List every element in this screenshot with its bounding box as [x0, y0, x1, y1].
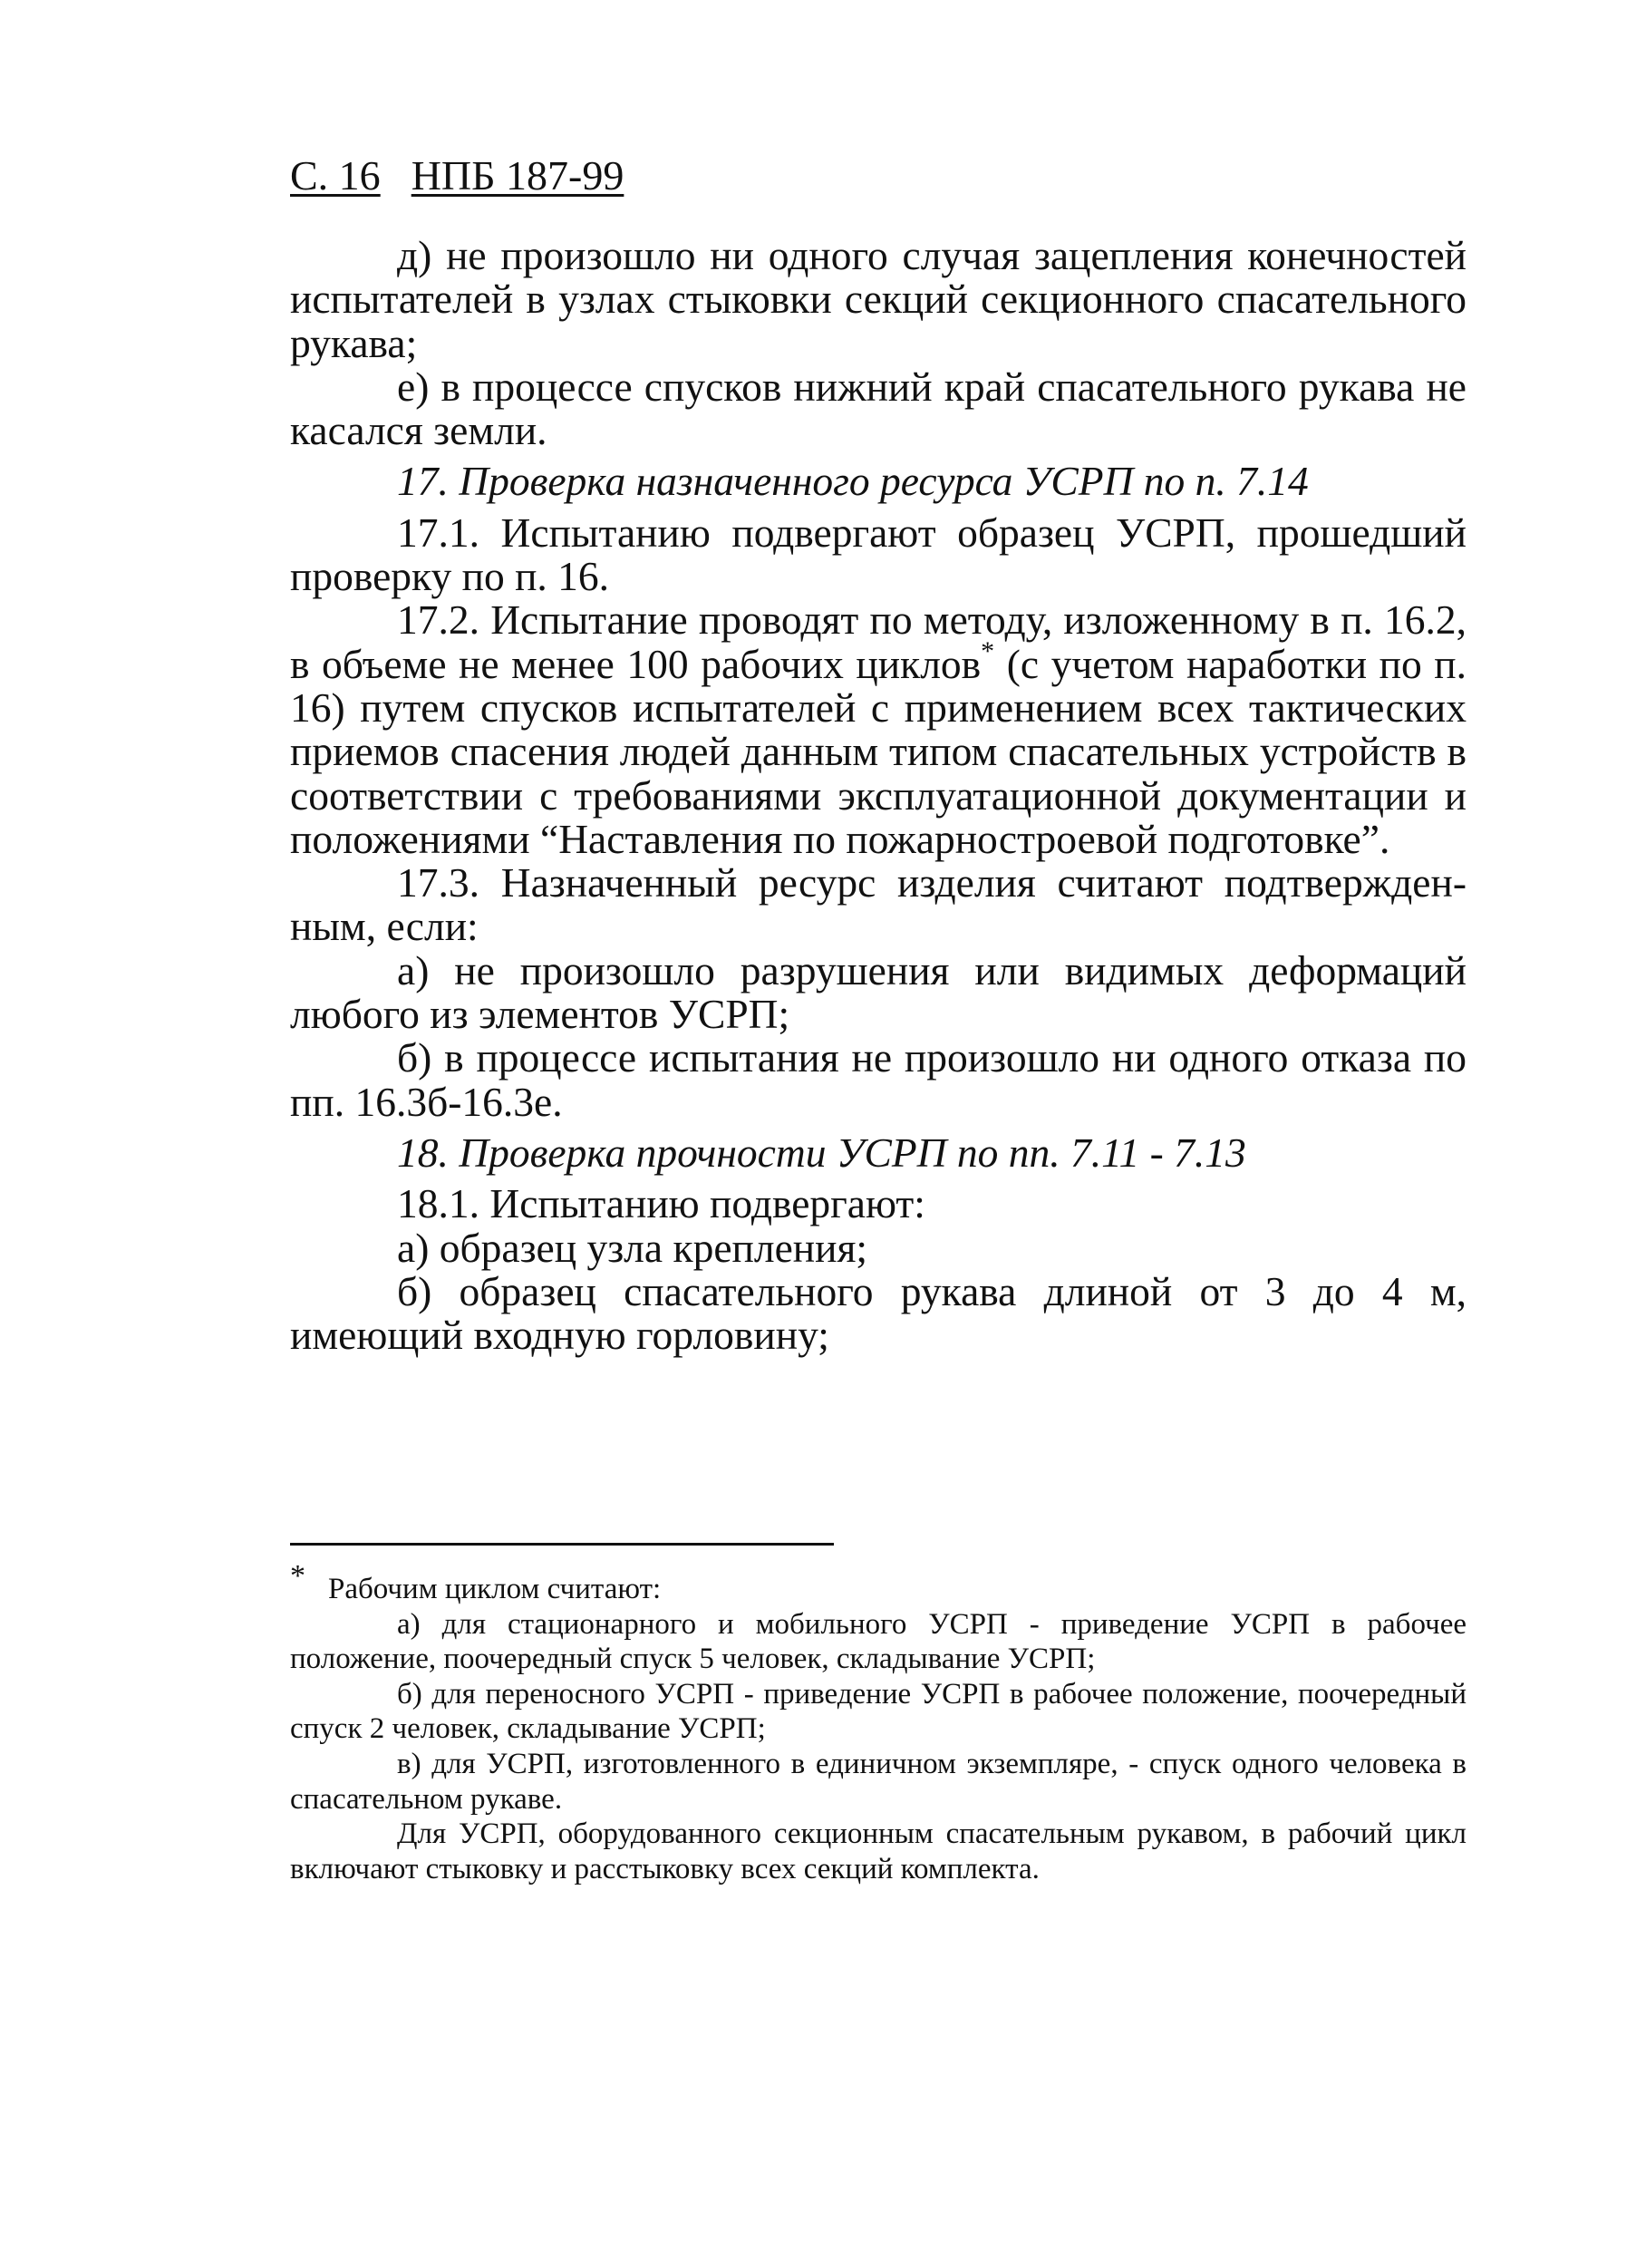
footnote-divider	[290, 1543, 834, 1546]
paragraph-17-2-text-start: 17.2. Испытание проводят по методу, изложенному в п. 16.2, в объеме не менее 100 рабочих циклов	[290, 596, 1467, 687]
paragraph-16-3d: д) не произошло ни одного случая зацепления конечностей испытателей в узлах стыковки секций секционного спасательного рукава;	[290, 232, 1467, 366]
main-text	[290, 234, 1467, 1357]
footnote-item-b: б) для переносного УСРП - приведение УСРП в рабочее положение, поочередный спуск 2 человек, складывание УСРП;	[290, 1677, 1467, 1746]
document-code: НПБ 187-99	[411, 152, 624, 199]
paragraph-18-1a: а) образец узла крепления;	[397, 1224, 868, 1271]
footnote-note: Для УСРП, оборудованного секционным спасательным рукавом, в рабочий цикл включают стыковку и расстыковку всех секций комплекта.	[290, 1817, 1467, 1885]
footnote-block	[290, 1559, 1467, 1886]
paragraph-16-3e: е) в процессе спусков нижний край спасательного рукава не касался земли.	[290, 363, 1467, 454]
footnote-reference-mark: *	[981, 635, 995, 666]
footnote-lead-text: Рабочим циклом считают:	[328, 1573, 662, 1605]
footnote-item-a: а) для стационарного и мобильного УСРП - приведение УСРП в рабочее положение, поочередный спуск 5 человек, складывание УСРП;	[290, 1607, 1467, 1676]
paragraph-17-3b: б) в процессе испытания не произошло ни одного отказа по пп. 16.3б-16.3е.	[290, 1034, 1467, 1125]
paragraph-18-1b: б) образец спасательного рукава длиной от 3 до 4 м, имеющий входную горловину;	[290, 1267, 1467, 1359]
page-header	[290, 150, 624, 201]
footnote-item-c: в) для УСРП, изготовленного в единичном экземпляре, - спуск одного человека в спасательном рукаве.	[290, 1747, 1467, 1816]
paragraph-18-1: 18.1. Испытанию подвергают:	[397, 1180, 925, 1227]
footnote-lead	[290, 1559, 1467, 1607]
paragraph-17-2-text-end: (с учетом наработки по п. 16) путем спусков испытателей с применением всех тактических приемов спасения людей данным типом спасательных устройств в соответствии с требованиями эксплуатационной документации и положениями “Наставления по пожарностроевой подготовке”.	[290, 640, 1467, 862]
page-number-label: С. 16	[290, 152, 381, 199]
paragraph-17-1: 17.1. Испытанию подвергают образец УСРП, прошедший проверку по п. 16.	[290, 509, 1467, 600]
section-heading-17: 17. Проверка назначенного ресурса УСРП по п. 7.14	[397, 458, 1309, 505]
section-heading-18: 18. Проверка прочности УСРП по пп. 7.11 - 7.13	[397, 1129, 1246, 1176]
paragraph-17-3: 17.3. Назначенный ресурс изделия считают подтвержденным, если:	[290, 859, 1467, 950]
paragraph-17-3a: а) не произошло разрушения или видимых деформаций любого из элементов УСРП;	[290, 946, 1467, 1038]
paragraph-17-2	[290, 598, 1467, 861]
footnote-mark: *	[290, 1559, 305, 1593]
